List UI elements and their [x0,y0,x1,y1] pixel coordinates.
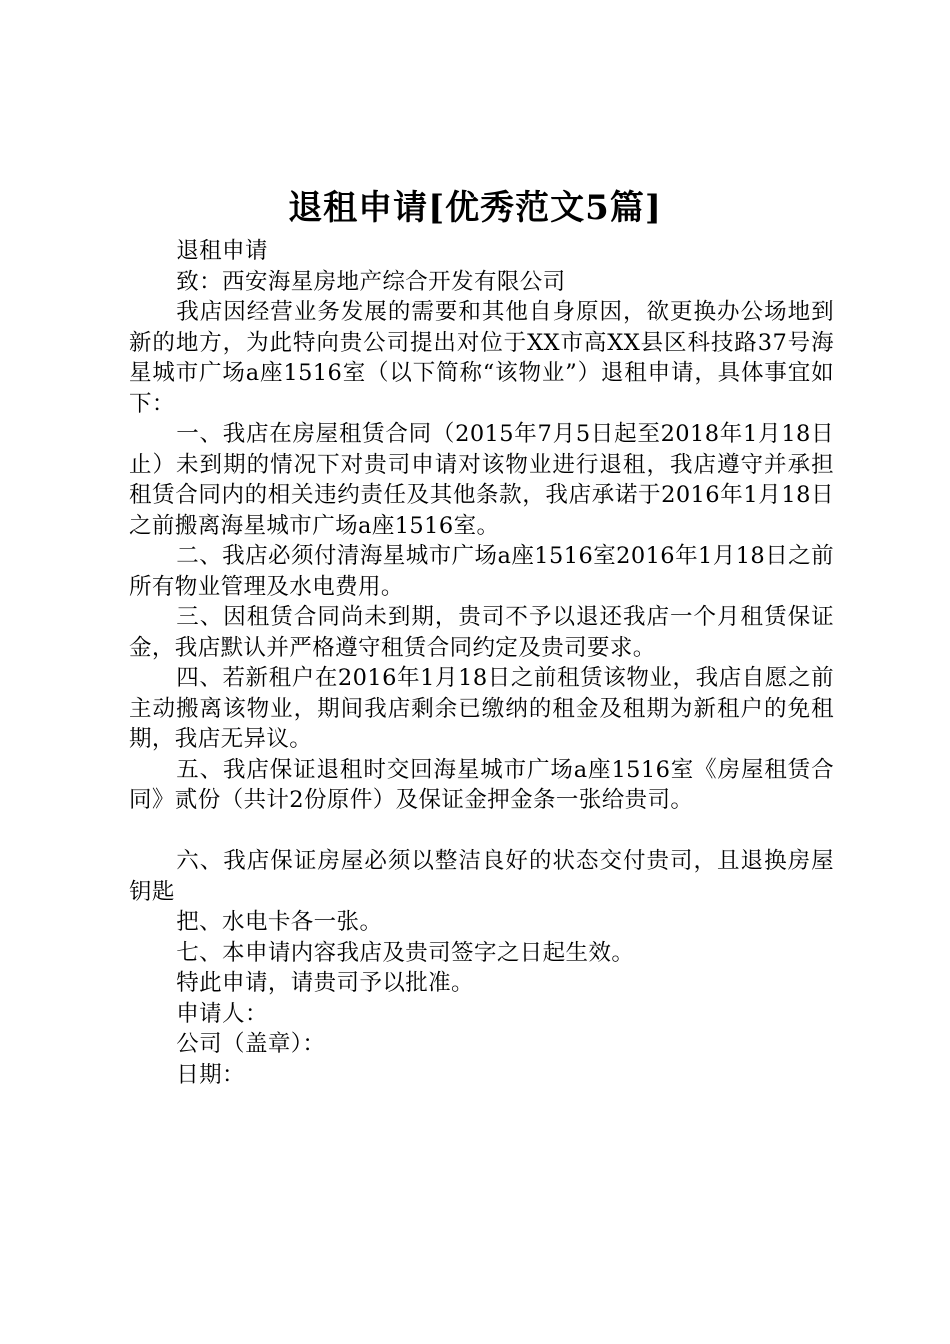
clause-six-continued: 把、水电卡各一张。 [176,909,383,935]
clause-five: 五、我店保证退租时交回海星城市广场a座1516室《房屋租赁合同》贰份（共计2份原件）及保证金押金条一张给贵司。 [129,756,834,813]
closing-request: 特此申请，请贵司予以批准。 [176,970,474,996]
applicant-line: 申请人： [176,1000,268,1027]
addressee-line: 致：西安海星房地产综合开发有限公司 [176,268,566,295]
clause-four: 四、若新租户在2016年1月18日之前租赁该物业，我店自愿之前主动搬离该物业，期间我店剩余已缴纳的租金及租期为新租户的免租期，我店无异议。 [129,665,834,752]
clause-seven: 七、本申请内容我店及贵司签字之日起生效。 [176,939,635,966]
company-seal-line: 公司（盖章）： [176,1031,326,1057]
date-line: 日期： [176,1061,245,1088]
intro-paragraph: 我店因经营业务发展的需要和其他自身原因，欲更换办公场地到新的地方，为此特向贵公司提出对位于XX市高XX县区科技路37号海星城市广场a座1516室（以下简称“该物业”）退租申请，具体事宜如下： [129,299,834,417]
document-body [129,236,834,1090]
clause-six: 六、我店保证房屋必须以整洁良好的状态交付贵司，且退换房屋钥匙 [129,848,834,905]
subject-line: 退租申请 [176,238,268,264]
document-title: 退租申请[优秀范文5篇] [288,188,662,228]
clause-three: 三、因租赁合同尚未到期，贵司不予以退还我店一个月租赁保证金，我店默认并严格遵守租赁合同约定及贵司要求。 [129,604,834,661]
clause-two: 二、我店必须付清海星城市广场a座1516室2016年1月18日之前所有物业管理及水电费用。 [129,543,834,600]
clause-one: 一、我店在房屋租赁合同（2015年7月5日起至2018年1月18日止）未到期的情况下对贵司申请对该物业进行退租，我店遵守并承担租赁合同内的相关违约责任及其他条款，我店承诺于2016年1月18日之前搬离海星城市广场a座1516室。 [129,421,834,539]
